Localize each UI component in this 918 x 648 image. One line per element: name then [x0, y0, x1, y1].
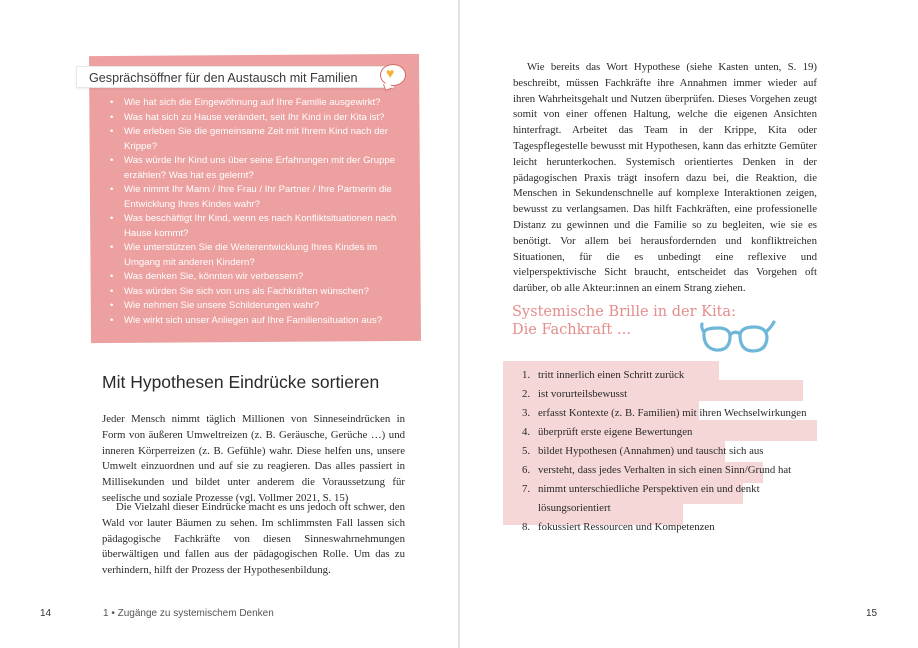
list-item — [514, 480, 824, 518]
item-text: erfasst Kontexte (z. B. Familien) mit ihren Wechselwirkungen — [538, 407, 807, 419]
question-text: Wie unterstützen Sie die Weiterentwicklung Ihres Kindes im Umgang mit anderen Kindern? — [124, 242, 378, 268]
bullet-icon: • — [110, 126, 114, 137]
question-text: Wie hat sich die Eingewöhnung auf Ihre Familie ausgewirkt? — [124, 97, 381, 108]
bullet-icon: • — [110, 314, 114, 326]
running-footer: 1 • Zugänge zu systemischem Denken — [103, 608, 274, 619]
list-item — [514, 442, 824, 461]
item-text: fokussiert Ressourcen und Kompetenzen — [538, 521, 715, 533]
list-item — [514, 461, 824, 480]
question-text: Was hat sich zu Hause verändert, seit Ihr Kind in der Kita ist? — [124, 111, 385, 123]
list-item — [110, 183, 410, 212]
question-text: Was beschäftigt Ihr Kind, wenn es nach Konfliktsituationen nach Hause kommt? — [124, 213, 397, 239]
fachkraft-list — [514, 366, 824, 537]
box-title: Gesprächsöffner für den Austausch mit Familien — [76, 66, 394, 88]
bullet-icon: • — [110, 300, 114, 311]
item-number: 4. — [522, 426, 531, 438]
question-text: Wie nimmt Ihr Mann / Ihre Frau / Ihr Partner / Ihre Partnerin die Entwicklung Ihres Kindes wahr? — [124, 184, 392, 210]
question-text: Was würde Ihr Kind uns über seine Erfahrungen mit der Gruppe erzählen? Was hat es gelernt? — [124, 155, 396, 181]
question-list — [110, 96, 410, 328]
page-number-left: 14 — [40, 608, 52, 619]
question-text: Wie nehmen Sie unsere Schilderungen wahr? — [124, 300, 320, 311]
list-item — [514, 423, 824, 442]
item-text: bildet Hypothesen (Annahmen) und tauscht sich aus — [538, 445, 764, 457]
question-text: Was denken Sie, könnten wir verbessern? — [124, 271, 304, 282]
list-item — [514, 385, 824, 404]
item-number: 6. — [522, 464, 531, 476]
bullet-icon: • — [110, 271, 114, 282]
question-text: Was würden Sie sich von uns als Fachkräften wünschen? — [124, 285, 369, 297]
list-item — [514, 404, 824, 423]
item-text: versteht, dass jedes Verhalten in sich einen Sinn/Grund hat — [538, 464, 792, 476]
item-number: 8. — [522, 521, 531, 533]
box-heading-line-2: Die Fachkraft … — [512, 322, 632, 338]
item-number: 2. — [522, 388, 531, 400]
list-item — [110, 285, 410, 300]
item-number: 1. — [522, 369, 531, 381]
glasses-icon — [700, 318, 776, 358]
item-number: 7. — [522, 483, 531, 495]
list-item — [110, 111, 410, 126]
list-item — [110, 270, 410, 285]
page-number-right: 15 — [866, 608, 878, 619]
section-heading: Mit Hypothesen Eindrücke sortieren — [102, 372, 380, 392]
body-paragraph-2: Die Vielzahl dieser Eindrücke macht es uns jedoch oft schwer, den Wald vor lauter Bäumen zu sehen. Im schlimmsten Fall lassen sich pädagogische Fachkräfte von diesen Sinneswahrnehmungen überwältigen und fallen aus der pädagogischen Rolle. Um das zu verhindern, hilft der Prozess der Hypothesenbildung. — [102, 501, 405, 577]
list-item — [514, 518, 824, 537]
question-text: Wie erleben Sie die gemeinsame Zeit mit Ihrem Kind nach der Krippe? — [124, 126, 388, 152]
bullet-icon: • — [110, 184, 114, 195]
body-paragraph-right: Wie bereits das Wort Hypothese (siehe Kasten unten, S. 19) beschreibt, müssen Fachkräfte ihre Annahmen immer wieder auf ihren Wahrheitsgehalt und Nutzen überprüfen. Dieses Vorgehen zeugt somit von einer offenen Haltung, welche die eigenen Ansichten hinterfragt. Arbeitet das Team in der Krippe, Kita oder Tagespflegestelle bewusst mit Hypothesen, kann das erhitzte Gemüter leicht herunterkochen. Systemisch orientiertes Denken in der pädagogischen Praxis trägt insofern dazu bei, die Reaktion, die Menschen in Sekundenschnelle auf komplexe Interaktionen zeigen, bewusst zu verlangsamen. Das hilft Fachkräften, eine professionelle Distanz zu gewinnen und die Familie so zu begleiten, wie sie es benötigt. Vor allem bei herausfordernden und konfliktreichen Situationen, für die es unbedingt eine reflexive und vielperspektivische Sicht braucht, entscheidet das Vorgehen oft darüber, ob alle Akteur:innen an einem Strang ziehen. — [513, 61, 817, 295]
heart-icon: ♥ — [386, 67, 395, 82]
list-item — [110, 299, 410, 314]
bullet-icon: • — [110, 155, 114, 166]
bullet-icon: • — [110, 285, 114, 297]
item-text: ist vorurteilsbewusst — [538, 388, 628, 400]
list-item — [110, 154, 410, 183]
bullet-icon: • — [110, 213, 114, 224]
item-text: tritt innerlich einen Schritt zurück — [538, 369, 685, 381]
body-paragraph-1: Jeder Mensch nimmt täglich Millionen von Sinneseindrücken in Form von äußeren Umweltreizen (z. B. Geräusche, Gerüche …) und inneren Körperreizen (z. B. Gefühle) wahr. Diese helfen uns, unsere Umwelt einzuordnen und auf sie zu reagieren. Das alles passiert in Millisekunden und bildet unter anderem die Voraussetzung für seelische und soziale Prozesse (vgl. Vollmer 2021, S. 15) — [102, 413, 405, 504]
list-item — [110, 314, 410, 329]
bullet-icon: • — [110, 97, 114, 108]
item-text: nimmt unterschiedliche Perspektiven ein und denkt lösungsorientiert — [538, 483, 760, 514]
speech-bubble-icon — [380, 64, 406, 86]
list-item — [110, 125, 410, 154]
item-number: 3. — [522, 407, 531, 419]
list-item — [110, 96, 410, 111]
item-number: 5. — [522, 445, 531, 457]
list-item — [110, 212, 410, 241]
list-item — [110, 241, 410, 270]
box-heading-line-1: Systemische Brille in der Kita: — [512, 304, 736, 320]
bullet-icon: • — [110, 111, 114, 123]
bullet-icon: • — [110, 242, 114, 253]
list-item — [514, 366, 824, 385]
item-text: überprüft erste eigene Bewertungen — [538, 426, 693, 438]
question-text: Wie wirkt sich unser Anliegen auf Ihre Familiensituation aus? — [124, 314, 383, 326]
